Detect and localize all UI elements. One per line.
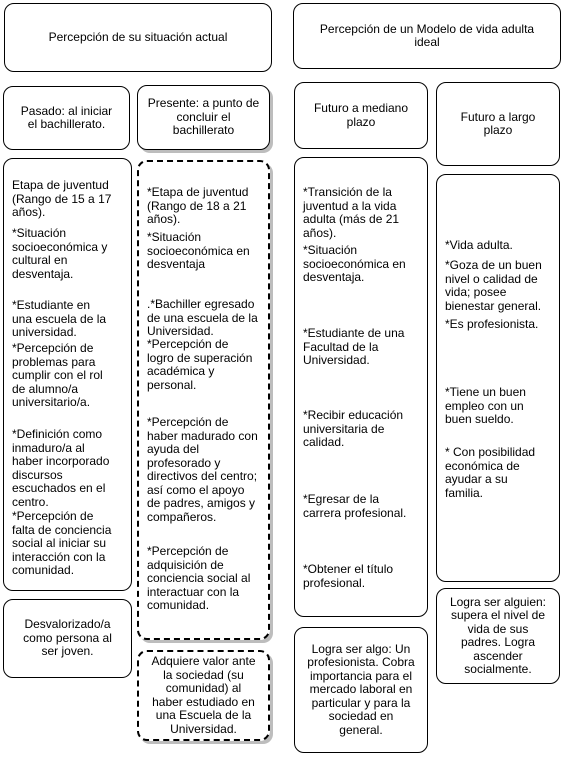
title-pasado (3, 86, 130, 150)
header-ideal (293, 3, 561, 69)
list-item: *Estudiante en una escuela de la universidad. (12, 298, 107, 339)
list-item: *Egresar de la carrera profesional. (303, 492, 407, 520)
title-largo (436, 82, 560, 166)
outcome-pasado (3, 599, 132, 678)
list-item: *Etapa de juventud (Rango de 18 a 21 años). (147, 185, 249, 226)
list-mediano (294, 157, 428, 617)
list-item: *Definición como inmaduro/a al haber incorporado discursos escuchados en el centro. (12, 427, 110, 509)
title-mediano-text: Futuro a mediano plazo (313, 101, 409, 129)
list-item: Etapa de juventud (Rango de 15 a 17 años). (12, 178, 112, 219)
title-presente (137, 85, 270, 150)
list-largo (436, 174, 560, 582)
list-item: *Recibir educación universitaria de calidad. (303, 408, 404, 449)
header-ideal-text: Percepción de un Modelo de vida adulta ideal (319, 21, 535, 49)
outcome-largo-text: Logra ser alguien: supera el nivel de vida de sus padres. Logra ascender socialmente. (449, 594, 547, 676)
list-item: *Situación socioeconómica en desventaja. (303, 243, 406, 284)
outcome-largo (436, 588, 560, 684)
list-item: *Percepción de problemas para cumplir con el rol de alumno/a universitario/a. (12, 341, 103, 409)
list-item: *Tiene un buen empleo con un buen sueldo. (445, 385, 526, 426)
list-item: *Percepción de haber madurado con ayuda del profesorado y directivos del centro; así como el apoyo de padres, amigos y compañeros. (147, 415, 258, 524)
list-item: *Estudiante de una Facultad de la Universidad. (303, 326, 405, 367)
title-largo-text: Futuro a largo plazo (460, 109, 536, 137)
list-presente (137, 160, 270, 640)
outcome-presente (137, 650, 270, 741)
header-actual-text: Percepción de su situación actual (48, 29, 228, 44)
list-item: *Situación socioeconómica y cultural en desventaja. (12, 226, 108, 281)
title-mediano (294, 82, 428, 149)
outcome-mediano-text: Logra ser algo: Un profesionista. Cobra importancia para el mercado laboral en particular y para la sociedad en general. (307, 641, 415, 737)
list-item: *Vida adulta. (445, 238, 513, 252)
list-item: *Percepción de falta de conciencia social al iniciar su interacción con la comunidad. (12, 509, 112, 577)
list-item: *Transición de la juventud a la vida adulta (más de 21 años). (303, 185, 400, 240)
list-item: *Goza de un buen nivel o calidad de vida; posee bienestar general. (445, 258, 542, 313)
outcome-pasado-text: Desvalorizado/a como persona al ser joven. (23, 617, 112, 659)
list-item: .*Bachiller egresado de una escuela de la Universidad. (147, 297, 258, 338)
title-presente-text: Presente: a punto de concluir el bachillerato (147, 96, 260, 138)
list-item: *Obtener el título profesional. (303, 562, 394, 590)
list-item: *Percepción de logro de superación académica y personal. (147, 337, 253, 392)
list-item: *Situación socioeconómica en desventaja (147, 230, 250, 271)
outcome-mediano (294, 627, 428, 753)
list-item: *Es profesionista. (445, 317, 539, 331)
title-pasado-text: Pasado: al iniciar el bachillerato. (20, 103, 113, 131)
list-pasado (3, 158, 132, 591)
outcome-presente-text: Adquiere valor ante la sociedad (su comunidad) al haber estudiado en una Escuela de la Universidad. (151, 654, 256, 736)
header-actual (4, 3, 272, 72)
list-item: * Con posibilidad económica de ayudar a su familia. (445, 445, 536, 500)
list-item: *Percepción de adquisición de conciencia social al interactuar con la comunidad. (147, 544, 251, 612)
